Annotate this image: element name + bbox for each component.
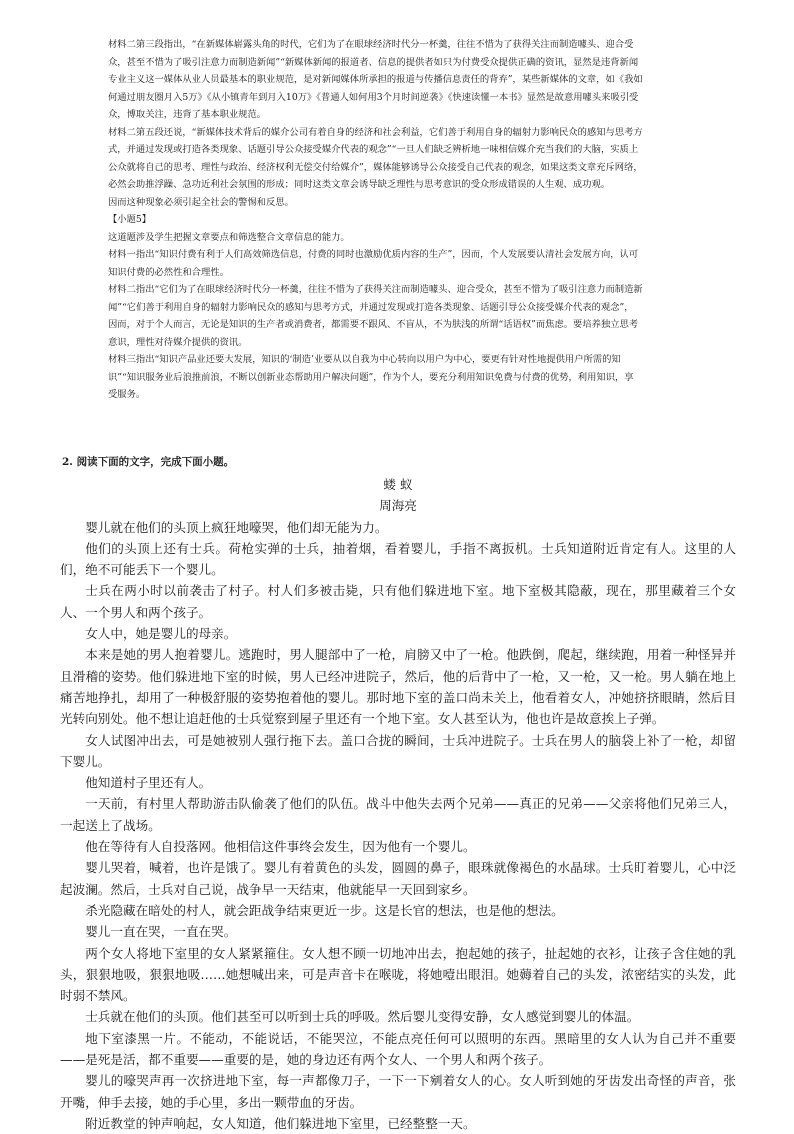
explanation-line: 因而这种现象必须引起全社会的警惕和反思。 <box>108 196 294 208</box>
answer-explanation-section <box>108 36 718 404</box>
story-section <box>60 474 736 1134</box>
story-title: 蝼 蚁 <box>383 477 413 492</box>
explanation-line: 材料二第五段还说，“新媒体技术背后的媒介公司有着自身的经济和社会利益，它们善于利用自身的辐射力影响民众的感知与思考方 <box>108 126 643 138</box>
explanation-line: 必然会助推浮躁、急功近利社会氛围的形成；同时这类文章会诱导缺乏理性与思考意识的受众形成错误的人生观、成功观。 <box>108 179 611 190</box>
story-paragraph: 女人中，她是婴儿的母亲。 <box>85 626 237 642</box>
story-paragraph: 他在等待有人自投落网。他相信这件事终会发生，因为他有一个婴儿。 <box>85 839 476 855</box>
story-paragraph: 本来是她的男人抱着婴儿。逃跑时，男人腿部中了一枪，肩膀又中了一枪。他跌倒，爬起，继续跑，用着一种怪异并且滑稽的姿势。他们躲进地下室的时候，男人已经冲进院子，然后，他的后背中了一枪，又一枪，又一枪。男人躺在地上痛苦地挣扎，却用了一种极舒服的姿势抱着他的婴儿。那时地下室的盖口尚未关上，他看着女人，冲她挤挤眼睛，然后目光转向别处。他不想让追赶他的士兵觉察到屋子里还有一个地下室。女人甚至认为，他也许是故意挨上子弹。 <box>60 647 736 727</box>
story-paragraph: 士兵就在他们的头顶。他们甚至可以听到士兵的呼吸。然后婴儿变得安静，女人感觉到婴儿的体温。 <box>85 1009 640 1025</box>
explanation-line: 众，甚至不惜为了吸引注意力而制造新闻”“新媒体新闻的报道者、信息的提供者如只为付费受众提供正确的资讯，显然是违背新闻 <box>108 56 639 68</box>
explanation-line: 知识付费的必然性和合理性。 <box>108 266 229 278</box>
explanation-line: 识”“知识服务业后浪推前浪，不断以创新业态帮助用户解决问题”，作为个人，要充分利用知识免费与付费的优势，利用知识，享 <box>108 371 634 383</box>
explanation-line: 众，博取关注，违背了基本职业规范。 <box>108 109 267 120</box>
story-author: 周海亮 <box>379 498 417 514</box>
explanation-line: 专业主义这一媒体从业人员最基本的职业规范，是对新闻媒体所承担的报道与传播信息责任的背弃”，某些新媒体的文章，如《我如 <box>108 74 643 85</box>
explanation-line: 材料二第三段指出，“在新媒体崭露头角的时代，它们为了在眼球经济时代分一杯羹，往往不惜为了获得关注而制造噱头、迎合受 <box>108 39 634 50</box>
story-paragraph: 附近教堂的钟声响起，女人知道，他们躲进地下室里，已经整整一天。 <box>85 1115 476 1131</box>
explanation-line: 闻”“它们善于利用自身的辐射力影响民众的感知与思考方式，并通过发现或打造各类现象、话题引导公众接受媒介代表的观念”， <box>108 301 634 313</box>
question-heading: 2. 阅读下面的文字，完成下面小题。 <box>62 456 235 468</box>
story-paragraph: 杀光隐藏在暗处的村人，就会距战争结束更近一步。这是长官的想法，也是他的想法。 <box>85 902 564 918</box>
explanation-line: 意识，理性对待媒介提供的资讯。 <box>108 336 248 348</box>
explanation-line: 式，并通过发现或打造各类现象、话题引导公众接受媒介代表的观念”“一旦人们缺乏辨析地一味相信媒介充当我们的大脑，实质上 <box>108 144 639 155</box>
explanation-line: 因而，对于个人而言，无论是知识的生产者或消费者，都需要不跟风、不盲从，不为肤浅的所谓“话语权”而焦虑。要培养独立思考 <box>108 319 639 330</box>
explanation-line: 何通过朋友圈月入5万》《从小镇青年到月入10万》《普通人如何用3个月时间逆袭》《快速读懂一本书》显然是故意用噱头来吸引受 <box>108 91 639 103</box>
story-paragraph: 他知道村子里还有人。 <box>85 775 212 791</box>
story-paragraph: 婴儿一直在哭，一直在哭。 <box>85 924 237 940</box>
explanation-line: 材料二指出“它们为了在眼球经济时代分一杯羹，往往不惜为了获得关注而制造噱头、迎合受众，甚至不惜为了吸引注意力而制造新 <box>108 284 643 295</box>
explanation-line: 这道题涉及学生把握文章要点和筛选整合文章信息的能力。 <box>108 231 350 243</box>
story-paragraph: 两个女人将地下室里的女人紧紧箍住。女人想不顾一切地冲出去，抱起她的孩子，扯起她的衣衫，让孩子含住她的乳头，狠狠地吸，狠狠地吸……她想喊出来，可是声音卡在喉咙，将她噎出眼泪。她薅着自己的头发，浓密结实的头发，此时弱不禁风。 <box>60 945 736 1004</box>
story-paragraph: 一天前，有村里人帮助游击队偷袭了他们的队伍。战斗中他失去两个兄弟——真正的兄弟——父亲将他们兄弟三人，一起送上了战场。 <box>60 796 736 833</box>
sub-question-label: 【小题5】 <box>108 214 152 225</box>
story-paragraph: 婴儿就在他们的头顶上疯狂地嚎哭，他们却无能为力。 <box>85 519 388 535</box>
story-paragraph: 婴儿哭着，喊着，也许是饿了。婴儿有着黄色的头发，圆圆的鼻子，眼珠就像褐色的水晶球。士兵盯着婴儿，心中泛起波澜。然后，士兵对自己说，战争早一天结束，他就能早一天回到家乡。 <box>60 860 736 897</box>
explanation-line: 受服务。 <box>108 389 146 400</box>
story-paragraph: 女人试图冲出去，可是她被别人强行拖下去。盖口合拢的瞬间，士兵冲进院子。士兵在男人的脑袋上补了一枪，却留下婴儿。 <box>60 732 736 769</box>
story-paragraph: 地下室漆黑一片。不能动，不能说话，不能哭泣，不能点亮任何可以照明的东西。黑暗里的女人认为自己并不重要——是死是活，都不重要——重要的是，她的身边还有两个女人、一个男人和两个孩子。 <box>60 1030 736 1068</box>
explanation-line: 材料三指出“知识产品业还要大发展，知识的‘制造’业要从以自我为中心转向以用户为中心，要更有针对性地提供用户所需的知 <box>108 354 621 365</box>
story-paragraph: 婴儿的嚎哭声再一次挤进地下室，每一声都像刀子，一下一下剜着女人的心。女人听到她的牙齿发出奇怪的声音，张开嘴，伸手去接，她的手心里，多出一颗带血的牙齿。 <box>60 1073 736 1110</box>
story-paragraph: 士兵在两小时以前袭击了村子。村人们多被击毙，只有他们躲进地下室。地下室极其隐蔽，现在，那里藏着三个女人、一个男人和两个孩子。 <box>60 583 736 620</box>
explanation-line: 公众就将自己的思考、理性与政治、经济权利无偿交付给媒介”，媒体能够诱导公众接受自己代表的观念，如果这类文章充斥网络， <box>108 161 643 173</box>
story-paragraph: 他们的头顶上还有士兵。荷枪实弹的士兵，抽着烟，看着婴儿，手指不离扳机。士兵知道附近肯定有人。这里的人们，绝不可能丢下一个婴儿。 <box>60 540 736 578</box>
explanation-line: 材料一指出“知识付费有利于人们高效筛选信息，付费的同时也激励优质内容的生产”，因而，个人发展要认清社会发展方向，认可 <box>108 249 639 260</box>
